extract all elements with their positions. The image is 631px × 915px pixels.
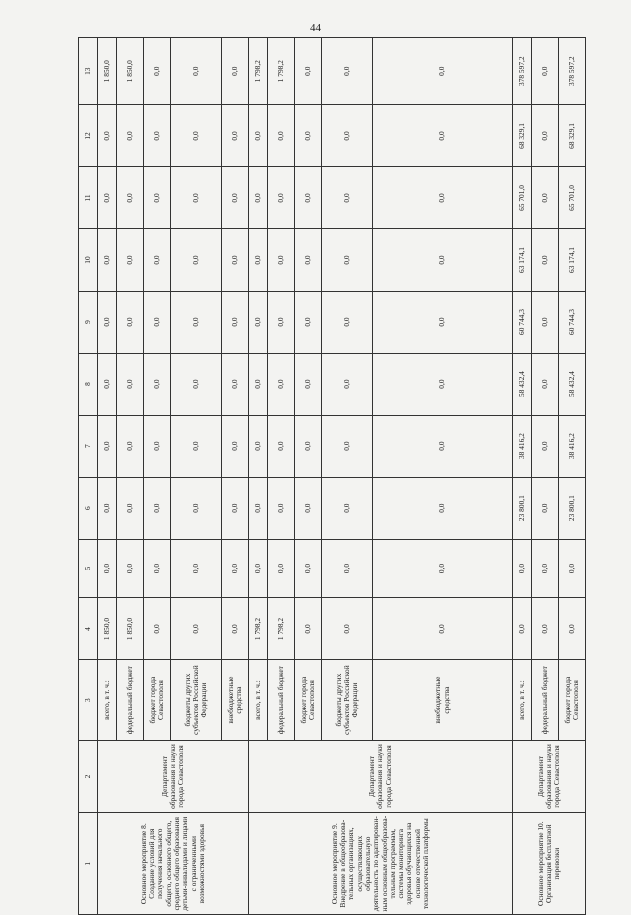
value-cell: 0,0 [532,353,559,415]
value-cell: 0,0 [171,167,222,229]
value-cell: 0,0 [171,291,222,353]
value-cell: 0,0 [249,291,268,353]
value-cell: 0,0 [249,105,268,167]
header-cell: 2 [79,740,98,813]
header-cell: 5 [79,539,98,598]
value-cell: 0,0 [322,229,373,291]
value-cell: 0,0 [373,353,513,415]
measure-name-cell: Основное мероприятие 9. Внедрение в общеобразова-тельных организациях, осуществляющих образовательную деятельность по адаптирован-ным основным общеобразова-тельным программам, системы мониторинга здоровья обучающихся на основе отечественной технологической платформы [249,813,513,915]
value-cell: 38 416,2 [559,415,586,477]
value-cell: 58 432,4 [513,353,532,415]
value-cell: 0,0 [117,291,144,353]
value-cell: 0,0 [144,477,171,539]
value-cell: 1 850,0 [98,598,117,660]
value-cell: 0,0 [144,598,171,660]
value-cell: 0,0 [98,291,117,353]
value-cell: 0,0 [117,167,144,229]
budget-table [78,37,586,915]
value-cell: 0,0 [532,38,559,105]
value-cell: 1 850,0 [98,38,117,105]
funding-source-cell: всего, в т. ч.: [98,660,117,740]
value-cell: 0,0 [322,415,373,477]
value-cell: 0,0 [98,229,117,291]
value-cell: 0,0 [222,105,249,167]
value-cell: 0,0 [171,477,222,539]
value-cell: 0,0 [171,353,222,415]
funding-source-cell: бюджет города Севастополя [295,660,322,740]
value-cell: 0,0 [322,598,373,660]
value-cell: 0,0 [268,539,295,598]
table-row [513,38,532,915]
value-cell: 0,0 [249,415,268,477]
value-cell: 0,0 [268,229,295,291]
value-cell: 0,0 [222,477,249,539]
header-cell: 8 [79,353,98,415]
value-cell: 0,0 [171,105,222,167]
funding-source-cell: бюджет города Севастополя [559,660,586,740]
value-cell: 0,0 [98,353,117,415]
value-cell: 0,0 [222,38,249,105]
value-cell: 0,0 [295,539,322,598]
value-cell: 0,0 [322,353,373,415]
header-cell: 6 [79,477,98,539]
value-cell: 378 597,2 [513,38,532,105]
funding-source-cell: всего, в т. ч.: [249,660,268,740]
measure-name-cell: Основное мероприятие 8. Создание условий для получения начального общего, основного общего, среднего общего образования детьми-инвалидами и лицами с ограниченными возможностями здоровья [98,813,249,915]
value-cell: 0,0 [171,229,222,291]
value-cell: 0,0 [222,353,249,415]
header-cell: 11 [79,167,98,229]
value-cell: 0,0 [117,539,144,598]
value-cell: 0,0 [222,415,249,477]
value-cell: 68 329,1 [559,105,586,167]
value-cell: 0,0 [144,291,171,353]
value-cell: 0,0 [295,353,322,415]
value-cell: 0,0 [559,539,586,598]
funding-source-cell: внебюджетные средства [222,660,249,740]
executor-cell: Департамент образования и науки города Севастополя [249,740,513,813]
value-cell: 0,0 [268,291,295,353]
value-cell: 60 744,3 [513,291,532,353]
value-cell: 0,0 [373,291,513,353]
value-cell: 0,0 [532,229,559,291]
funding-source-cell: федеральный бюджет [117,660,144,740]
table-body [79,38,586,915]
executor-cell: Департамент образования и науки города Севастополя [98,740,249,813]
value-cell: 0,0 [249,229,268,291]
table-row [249,38,268,915]
value-cell: 65 701,0 [559,167,586,229]
value-cell: 0,0 [98,167,117,229]
value-cell: 0,0 [249,477,268,539]
value-cell: 0,0 [322,539,373,598]
header-cell: 1 [79,813,98,915]
value-cell: 1 850,0 [117,38,144,105]
value-cell: 0,0 [295,415,322,477]
value-cell: 23 800,1 [513,477,532,539]
value-cell: 0,0 [373,598,513,660]
header-cell: 3 [79,660,98,740]
funding-source-cell: всего, в т. ч.: [513,660,532,740]
value-cell: 1 798,2 [268,38,295,105]
header-cell: 10 [79,229,98,291]
value-cell: 0,0 [117,415,144,477]
value-cell: 68 329,1 [513,105,532,167]
value-cell: 0,0 [98,105,117,167]
value-cell: 0,0 [144,353,171,415]
value-cell: 0,0 [117,105,144,167]
value-cell: 0,0 [222,167,249,229]
value-cell: 0,0 [268,477,295,539]
executor-cell: Департамент образования и науки города Севастополя [513,740,586,813]
header-cell: 7 [79,415,98,477]
value-cell: 0,0 [171,415,222,477]
table-row [98,38,117,915]
value-cell: 1 798,2 [268,598,295,660]
value-cell: 0,0 [268,105,295,167]
value-cell: 0,0 [117,229,144,291]
value-cell: 60 744,3 [559,291,586,353]
value-cell: 0,0 [373,477,513,539]
value-cell: 0,0 [144,105,171,167]
value-cell: 63 174,1 [513,229,532,291]
value-cell: 0,0 [171,38,222,105]
value-cell: 0,0 [171,539,222,598]
value-cell: 58 432,4 [559,353,586,415]
value-cell: 0,0 [373,415,513,477]
value-cell: 0,0 [322,167,373,229]
value-cell: 0,0 [322,291,373,353]
value-cell: 0,0 [295,105,322,167]
value-cell: 23 800,1 [559,477,586,539]
value-cell: 0,0 [559,598,586,660]
measure-name-cell: Основное мероприятие 10. Организация бесплатной перевозки [513,813,586,915]
value-cell: 0,0 [98,415,117,477]
value-cell: 0,0 [532,167,559,229]
value-cell: 0,0 [532,105,559,167]
value-cell: 0,0 [222,229,249,291]
value-cell: 0,0 [268,353,295,415]
value-cell: 0,0 [295,167,322,229]
value-cell: 0,0 [513,598,532,660]
header-cell: 13 [79,38,98,105]
value-cell: 0,0 [249,539,268,598]
value-cell: 0,0 [222,291,249,353]
value-cell: 0,0 [532,291,559,353]
value-cell: 0,0 [98,539,117,598]
value-cell: 0,0 [295,598,322,660]
value-cell: 0,0 [322,477,373,539]
value-cell: 0,0 [322,105,373,167]
value-cell: 0,0 [268,415,295,477]
value-cell: 0,0 [144,167,171,229]
page-number: 44 [310,22,321,34]
value-cell: 0,0 [373,105,513,167]
value-cell: 38 416,2 [513,415,532,477]
header-cell: 9 [79,291,98,353]
value-cell: 0,0 [249,167,268,229]
value-cell: 0,0 [295,38,322,105]
funding-source-cell: бюджеты других субъектов Российской Федерации [171,660,222,740]
value-cell: 0,0 [513,539,532,598]
value-cell: 63 174,1 [559,229,586,291]
funding-source-cell: бюджеты других субъектов Российской Федерации [322,660,373,740]
value-cell: 0,0 [144,415,171,477]
value-cell: 0,0 [222,539,249,598]
value-cell: 1 798,2 [249,598,268,660]
value-cell: 0,0 [117,477,144,539]
funding-source-cell: федеральный бюджет [268,660,295,740]
value-cell: 0,0 [144,38,171,105]
value-cell: 0,0 [295,291,322,353]
value-cell: 0,0 [268,167,295,229]
value-cell: 0,0 [144,229,171,291]
value-cell: 0,0 [373,229,513,291]
value-cell: 65 701,0 [513,167,532,229]
header-cell: 4 [79,598,98,660]
value-cell: 0,0 [532,477,559,539]
funding-source-cell: федеральный бюджет [532,660,559,740]
value-cell: 0,0 [249,353,268,415]
header-cell: 12 [79,105,98,167]
funding-source-cell: внебюджетные средства [373,660,513,740]
header-row [79,38,98,915]
value-cell: 0,0 [322,38,373,105]
value-cell: 0,0 [373,167,513,229]
value-cell: 0,0 [295,477,322,539]
value-cell: 0,0 [98,477,117,539]
value-cell: 0,0 [222,598,249,660]
value-cell: 0,0 [532,598,559,660]
value-cell: 0,0 [373,539,513,598]
value-cell: 0,0 [117,353,144,415]
value-cell: 0,0 [171,598,222,660]
value-cell: 1 850,0 [117,598,144,660]
value-cell: 0,0 [373,38,513,105]
value-cell: 0,0 [532,539,559,598]
value-cell: 0,0 [532,415,559,477]
value-cell: 0,0 [144,539,171,598]
value-cell: 1 798,2 [249,38,268,105]
value-cell: 378 597,2 [559,38,586,105]
funding-source-cell: бюджет города Севастополя [144,660,171,740]
rotated-table-wrapper [78,37,580,915]
value-cell: 0,0 [295,229,322,291]
